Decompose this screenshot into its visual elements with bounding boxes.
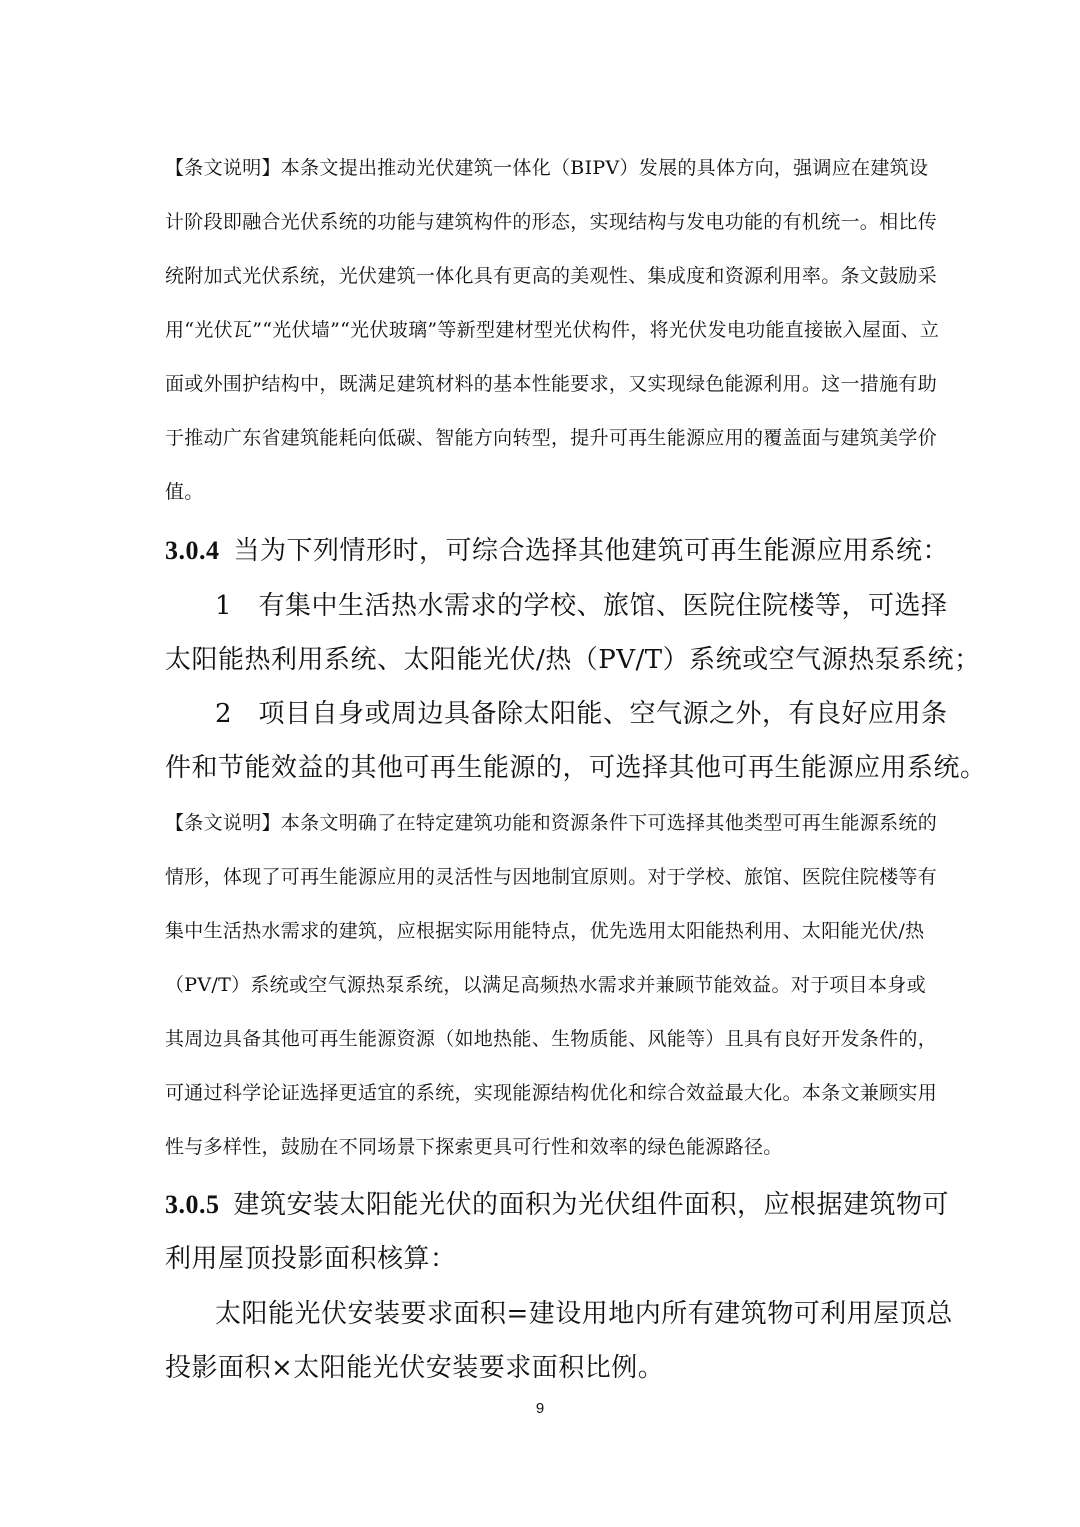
- formula-line: 投影面积×太阳能光伏安装要求面积比例。: [165, 1353, 665, 1383]
- clause-number: 3.0.5: [165, 1190, 220, 1219]
- clause-item-continuation: 太阳能热利用系统、太阳能光伏/热（PV/T）系统或空气源热泵系统；: [165, 645, 981, 675]
- clause-text-continuation: 利用屋顶投影面积核算：: [165, 1244, 457, 1274]
- explanation-2-line: 其周边具备其他可再生能源资源（如地热能、生物质能、风能等）且具有良好开发条件的，: [165, 1028, 938, 1050]
- explanation-2-line: （PV/T）系统或空气源热泵系统，以满足高频热水需求并兼顾节能效益。对于项目本身或: [165, 974, 926, 996]
- explanation-1-line: 统附加式光伏系统，光伏建筑一体化具有更高的美观性、集成度和资源利用率。条文鼓励采: [165, 265, 938, 287]
- clause-item: 1 有集中生活热水需求的学校、旅馆、医院住院楼等，可选择: [215, 591, 948, 621]
- explanation-2-line: 【条文说明】本条文明确了在特定建筑功能和资源条件下可选择其他类型可再生能源系统的: [165, 812, 938, 834]
- explanation-1-line: 面或外围护结构中，既满足建筑材料的基本性能要求，又实现绿色能源利用。这一措施有助: [165, 373, 938, 395]
- clause-number: 3.0.4: [165, 536, 220, 565]
- page-number: 9: [535, 1400, 545, 1417]
- explanation-1-line: 计阶段即融合光伏系统的功能与建筑构件的形态，实现结构与发电功能的有机统一。相比传: [165, 211, 938, 233]
- clause-item-continuation: 件和节能效益的其他可再生能源的，可选择其他可再生能源应用系统。: [165, 753, 987, 783]
- clause-3-0-4: [165, 530, 949, 567]
- clause-3-0-5: [165, 1184, 949, 1221]
- formula-line: 太阳能光伏安装要求面积=建设用地内所有建筑物可利用屋顶总: [215, 1299, 953, 1329]
- explanation-2-line: 集中生活热水需求的建筑，应根据实际用能特点，优先选用太阳能热利用、太阳能光伏/热: [165, 920, 925, 942]
- explanation-2-line: 性与多样性，鼓励在不同场景下探索更具可行性和效率的绿色能源路径。: [165, 1136, 783, 1158]
- clause-text: 当为下列情形时，可综合选择其他建筑可再生能源应用系统：: [233, 536, 950, 566]
- explanation-2-line: 情形，体现了可再生能源应用的灵活性与因地制宜原则。对于学校、旅馆、医院住院楼等有: [165, 866, 938, 888]
- clause-text: 建筑安装太阳能光伏的面积为光伏组件面积，应根据建筑物可: [233, 1190, 950, 1220]
- explanation-1-line: 于推动广东省建筑能耗向低碳、智能方向转型，提升可再生能源应用的覆盖面与建筑美学价: [165, 427, 938, 449]
- explanation-2-line: 可通过科学论证选择更适宜的系统，实现能源结构优化和综合效益最大化。本条文兼顾实用: [165, 1082, 938, 1104]
- explanation-1-line: 值。: [165, 481, 204, 503]
- explanation-1-line: 用“光伏瓦”“光伏墙”“光伏玻璃”等新型建材型光伏构件，将光伏发电功能直接嵌入屋面、立: [165, 319, 940, 341]
- clause-item: 2 项目自身或周边具备除太阳能、空气源之外，有良好应用条: [215, 699, 948, 729]
- explanation-1-line: 【条文说明】本条文提出推动光伏建筑一体化（BIPV）发展的具体方向，强调应在建筑设: [165, 157, 929, 179]
